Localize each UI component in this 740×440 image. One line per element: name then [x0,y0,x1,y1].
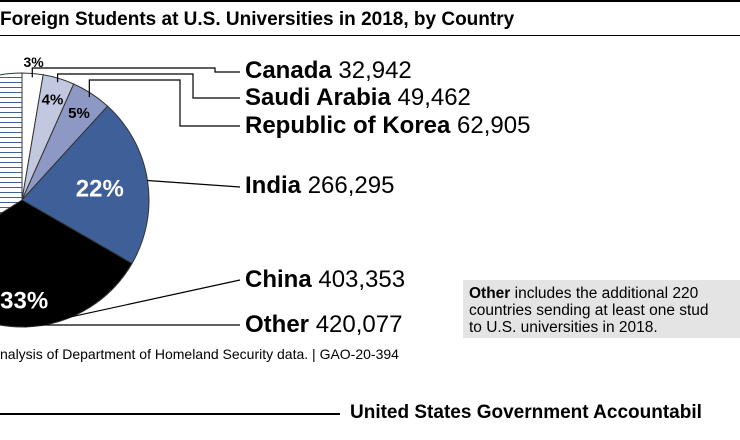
legend-name: Other [245,311,310,338]
chart-title: Foreign Students at U.S. Universities in 2018, by Country [0,9,515,30]
legend-item-china [245,268,405,292]
legend-item-other [245,313,402,337]
legend-value: 62,905 [457,112,531,139]
legend-name: India [245,172,302,199]
legend-item-canada [245,59,412,83]
note-text-1: includes the additional 220 [510,285,699,302]
legend-item-republic-of-korea [245,114,530,138]
legend-value: 49,462 [397,84,471,111]
legend-value: 403,353 [318,266,406,293]
note-line-3: to U.S. universities in 2018. [469,319,658,336]
note-box [463,280,740,338]
slice-label-china: 33% [0,287,49,315]
leader-line-india [147,180,240,187]
legend-item-india [245,174,394,198]
legend-name: China [245,266,312,293]
legend-value: 420,077 [315,311,403,338]
legend-value: 266,295 [307,172,395,199]
slice-label-canada: 3% [23,53,44,70]
legend-value: 32,942 [338,57,412,84]
note-line-1 [469,285,740,302]
legend-name: Saudi Arabia [245,84,391,111]
note-bold: Other [469,285,511,302]
note-line-2: countries sending at least one stud [469,302,709,319]
legend-item-saudi-arabia [245,86,471,110]
footer-text: United States Government Accountabil [350,402,702,423]
source-note: nalysis of Department of Homeland Security data. | GAO-20-394 [0,346,399,362]
legend-name: Republic of Korea [245,112,451,139]
slice-label-saudi-arabia: 4% [41,91,64,109]
legend-name: Canada [245,57,332,84]
slice-label-india: 22% [75,175,124,203]
leader-line-canada [32,68,240,77]
footer-rule [0,413,340,415]
slice-label-republic-of-korea: 5% [68,105,90,123]
